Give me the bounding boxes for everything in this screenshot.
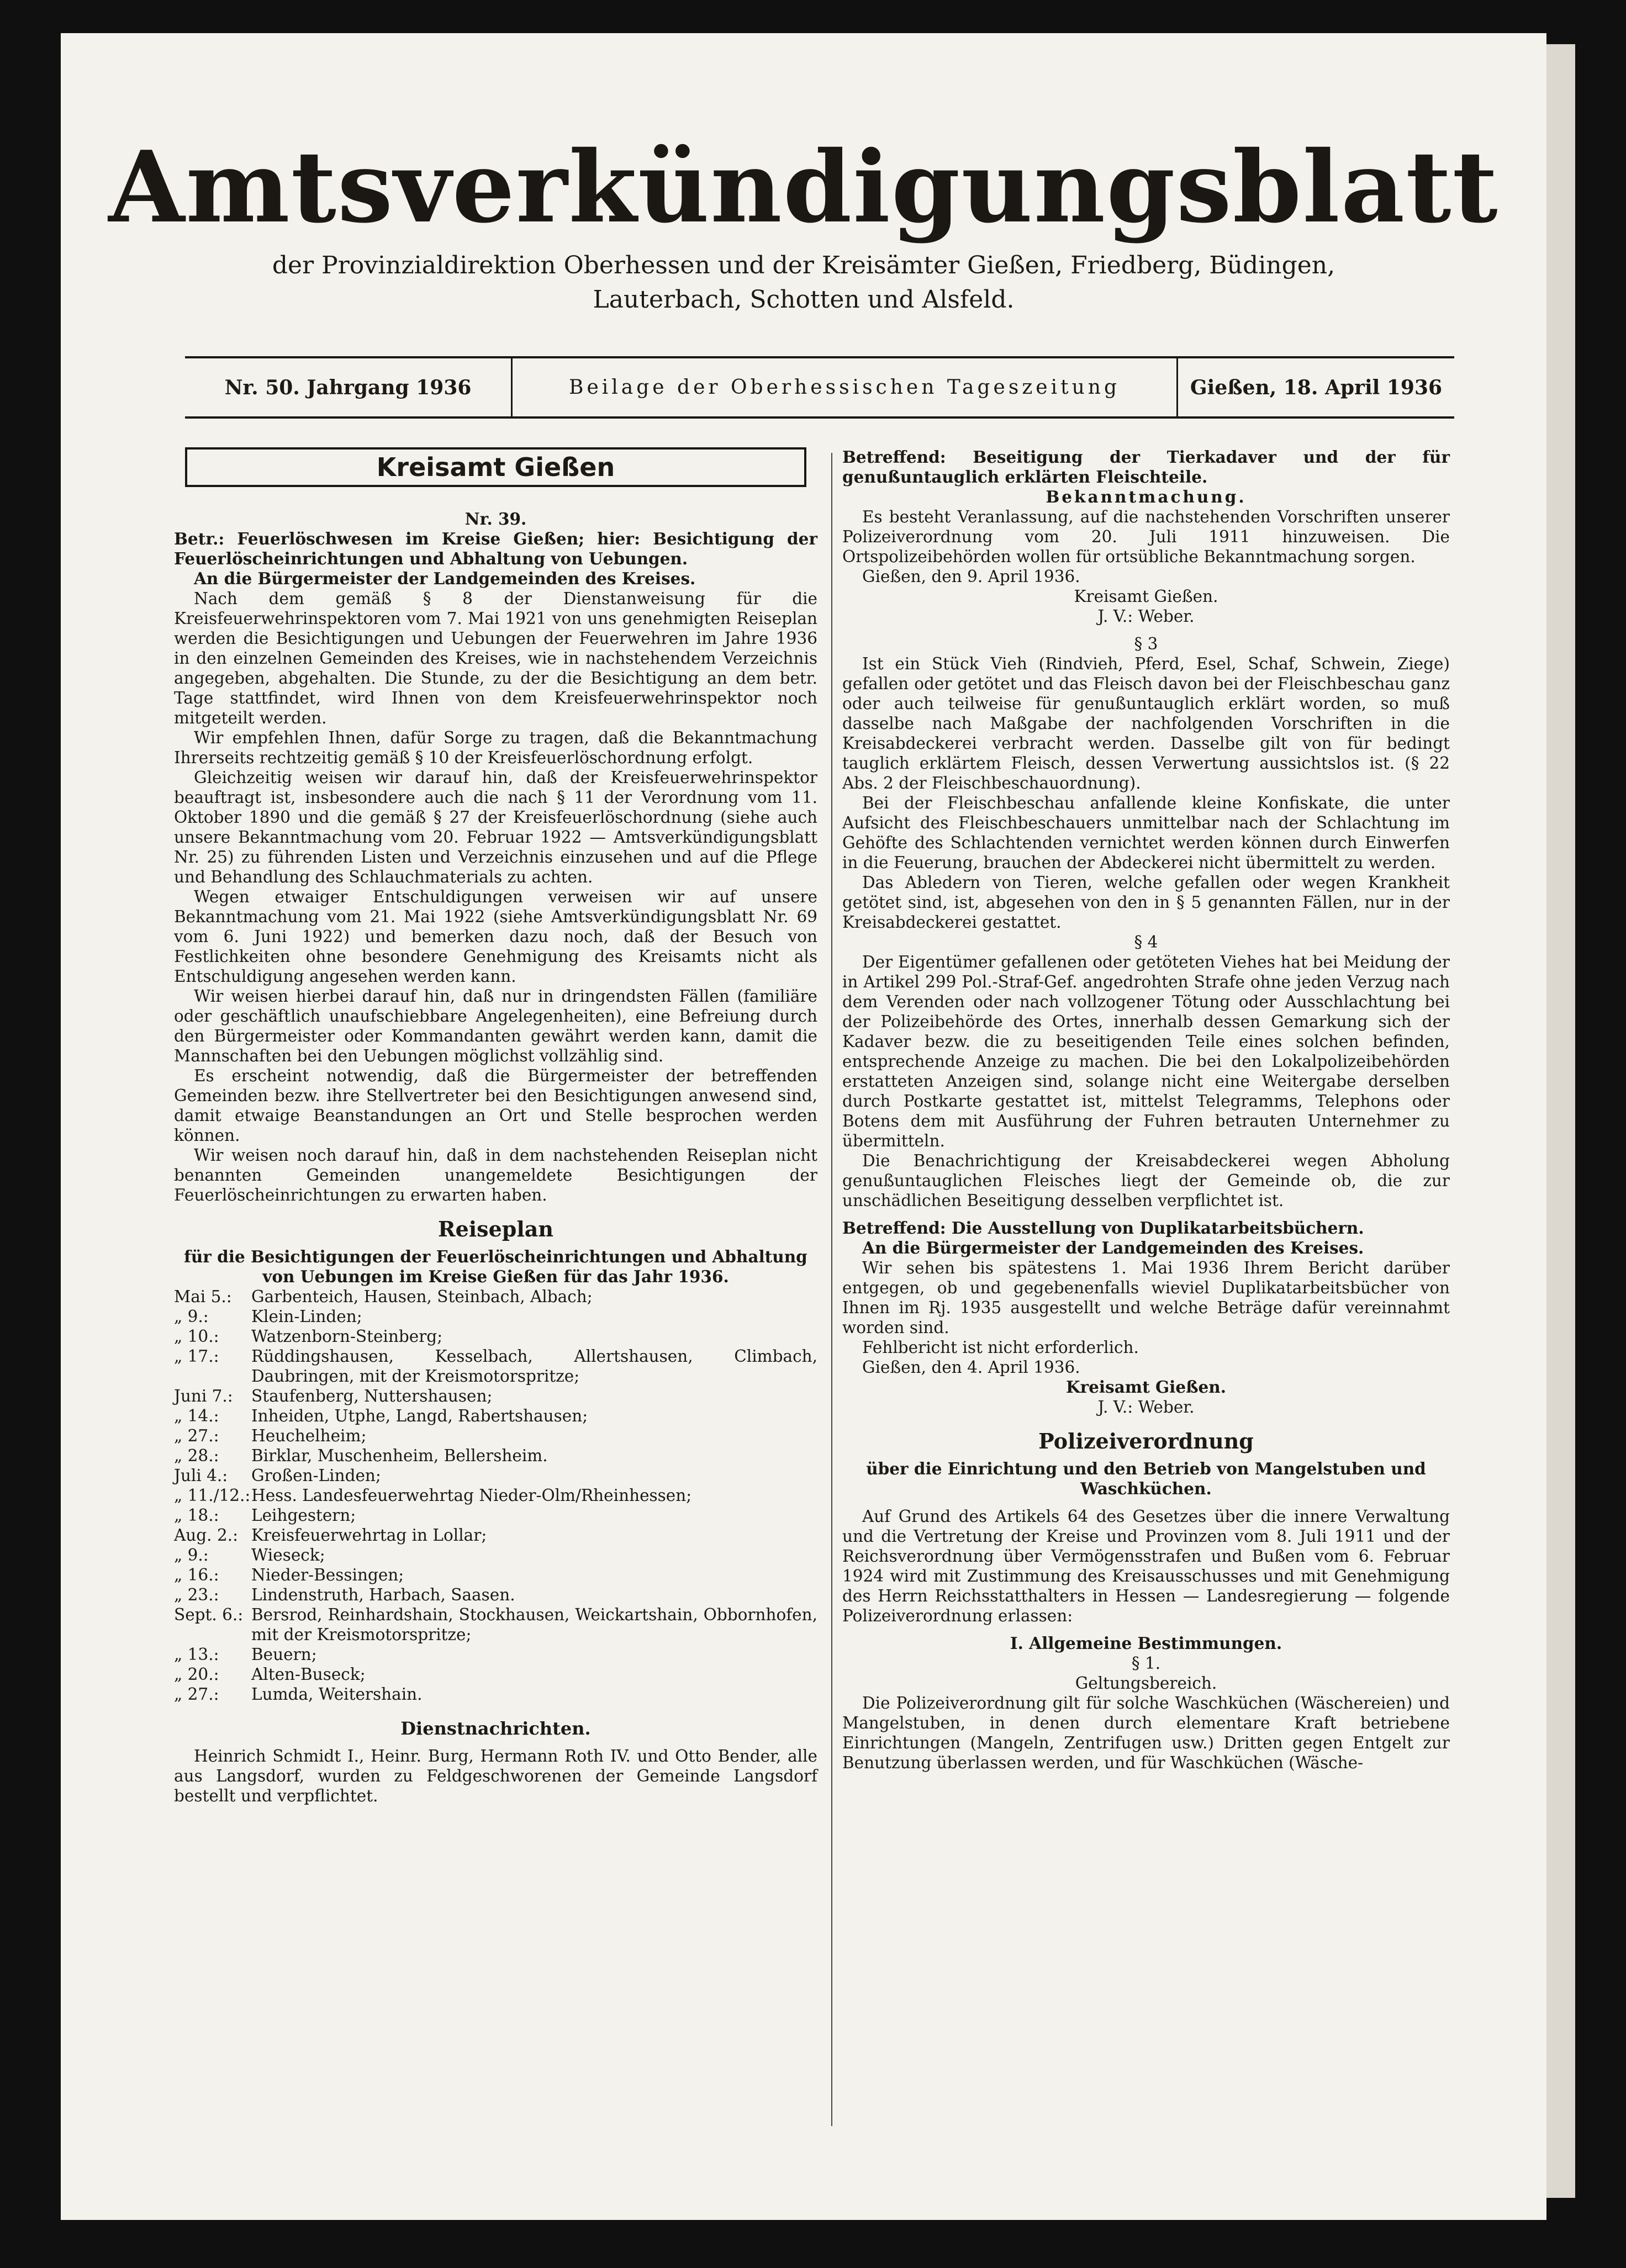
schedule-places: Kreisfeuerwehrtag in Lollar; bbox=[251, 1526, 487, 1545]
schedule-date: Mai 5.: bbox=[174, 1287, 232, 1306]
schedule-date: Aug. 2.: bbox=[174, 1526, 239, 1545]
schedule-date: Juli 4.: bbox=[174, 1466, 228, 1485]
schedule-places: Watzenborn-Steinberg; bbox=[251, 1327, 443, 1346]
paragraph: Auf Grund des Artikels 64 des Gesetzes über die innere Verwaltung und die Vertretung der Kreise und Provinzen vom 8. Juli 1911 und der Reichsverordnung über Vermögensstrafen und Bußen vom 6. Februar 1924 wird mit Zustimmung des Kreisausschusses und mit Genehmigung des Herrn Reichsstatthalters in Hessen — Landesregierung — folgende Polizeiverordnung erlassen: bbox=[842, 1507, 1450, 1625]
paragraph: Die Polizeiverordnung gilt für solche Waschküchen (Wäschereien) und Mangelstuben, in denen durch elementare Kraft betriebene Einrichtungen (Mangeln, Zentrifugen usw.) Dritten gegen Entgelt zur Benutzung überlassen werden, und für Waschküchen (Wäsche- bbox=[842, 1694, 1450, 1772]
schedule-entry bbox=[174, 1386, 817, 1406]
paragraph: Wir sehen bis spätestens 1. Mai 1936 Ihrem Bericht darüber entgegen, ob und gegebenenfalls wieviel Duplikatarbeitsbücher von Ihnen im Rj. 1935 ausgestellt und welche Beträge dafür vereinnahmt worden sind. bbox=[842, 1259, 1450, 1337]
paragraph: Bei der Fleischbeschau anfallende kleine Konfiskate, die unter Aufsicht des Fleischbeschauers unmittelbar nach der Schlachtung im Gehöfte des Schlachtenden vernichtet werden können durch Einwerfen in die Feuerung, brauchen der Abdeckerei nicht übermittelt zu werden. bbox=[842, 794, 1450, 872]
schedule-places: Klein-Linden; bbox=[251, 1307, 362, 1326]
paragraph: Der Eigentümer gefallenen oder getöteten Viehes hat bei Meidung der in Artikel 299 Pol.-Straf-Gef. angedrohten Strafe ohne jeden Verzug nach dem Verenden oder nach vollzogener Tötung oder Ausschlachtung bei der Polizeibehörde des Ortes, innerhalb dessen Gemarkung sich der Kadaver bezw. die zu beseitigenden Teile eines solchen befinden, entsprechende Anzeige zu machen. Die bei den Lokalpolizeibehörden erstatteten Anzeigen sind, solange nicht eine Weitergabe derselben durch Postkarte gestattet ist, mittelst Telegramms, Telephons oder Botens dem mit Ausführung der Fuhren betrauten Unternehmer zu übermitteln. bbox=[842, 953, 1450, 1150]
schedule-date: „ 13.: bbox=[174, 1645, 219, 1664]
schedule-places: Staufenberg, Nuttershausen; bbox=[251, 1387, 493, 1405]
schedule-places: Hess. Landesfeuerwehrtag Nieder-Olm/Rheinhessen; bbox=[251, 1486, 692, 1505]
section-heading: I. Allgemeine Bestimmungen. bbox=[1010, 1633, 1282, 1653]
schedule-places: Leihgestern; bbox=[251, 1506, 356, 1525]
section-box-title: Kreisamt Gießen bbox=[185, 447, 806, 487]
schedule-places: Bersrod, Reinhardshain, Stockhausen, Weickartshain, Obbornhofen, mit der Kreismotorspritze; bbox=[251, 1605, 817, 1644]
schedule-places: Wieseck; bbox=[251, 1546, 325, 1564]
section-mark: § 3 bbox=[1134, 635, 1158, 653]
schedule-places: Nieder-Bessingen; bbox=[251, 1566, 404, 1584]
addressee-line: An die Bürgermeister der Landgemeinden des Kreises. bbox=[862, 1238, 1364, 1257]
paragraph: Gleichzeitig weisen wir darauf hin, daß der Kreisfeuerwehrinspektor beauftragt ist, insbesondere auch die nach § 11 der Verordnung vom 11. Oktober 1890 und die gemäß § 27 der Kreisfeuerlöschordnung (siehe auch unsere Bekanntmachung vom 20. Februar 1922 — Amtsverkündigungsblatt Nr. 25) zu führenden Listen und Verzeichnis einzusehen und auf die Pflege und Behandlung des Schlauchmaterials zu achten. bbox=[174, 768, 817, 886]
signature-name: J. V.: Weber. bbox=[1097, 1398, 1195, 1416]
schedule-places: Lindenstruth, Harbach, Saasen. bbox=[251, 1585, 515, 1604]
schedule-date: „ 17.: bbox=[174, 1347, 219, 1366]
schedule-entry bbox=[174, 1525, 817, 1545]
date-line: Gießen, den 9. April 1936. bbox=[862, 567, 1080, 586]
schedule-entry bbox=[174, 1346, 817, 1386]
schedule-date: „ 28.: bbox=[174, 1446, 219, 1465]
schedule-entry bbox=[174, 1466, 817, 1485]
schedule-places: Lumda, Weitershain. bbox=[251, 1685, 423, 1704]
schedule-date: „ 10.: bbox=[174, 1327, 219, 1346]
schedule-entry bbox=[174, 1545, 817, 1565]
schedule-date: „ 27.: bbox=[174, 1685, 219, 1704]
announcement-number: Nr. 39. bbox=[464, 509, 527, 528]
schedule-date: Sept. 6.: bbox=[174, 1605, 244, 1624]
paragraph: Heinrich Schmidt I., Heinr. Burg, Hermann Roth IV. und Otto Bender, alle aus Langsdorf, wurden zu Feldgeschworenen der Gemeinde Langsdorf bestellt und verpflichtet. bbox=[174, 1747, 817, 1805]
schedule-entry bbox=[174, 1605, 817, 1645]
schedule-date: „ 9.: bbox=[174, 1307, 209, 1326]
schedule-entry bbox=[174, 1645, 817, 1664]
schedule-entry bbox=[174, 1446, 817, 1466]
masthead-title: Amtsverkündigungsblatt bbox=[108, 129, 1499, 245]
issue-date: Gießen, 18. April 1936 bbox=[1176, 358, 1454, 416]
date-line: Gießen, den 4. April 1936. bbox=[862, 1358, 1080, 1377]
schedule-entry bbox=[174, 1684, 817, 1704]
masthead-subtitle-line-2: Lauterbach, Schotten und Alsfeld. bbox=[593, 286, 1015, 314]
schedule-date: „ 14.: bbox=[174, 1407, 219, 1425]
schedule-entry bbox=[174, 1664, 817, 1684]
addressee-line: An die Bürgermeister der Landgemeinden des Kreises. bbox=[194, 569, 696, 588]
paragraph: Wegen etwaiger Entschuldigungen verweisen wir auf unsere Bekanntmachung vom 21. Mai 1922 (siehe Amtsverkündigungsblatt Nr. 69 vom 6. Juni 1922) und bemerken dazu noch, daß der Besuch von Festlichkeiten ohne besondere Genehmigung des Kreisamts nicht als Entschuldigung angesehen werden kann. bbox=[174, 887, 817, 986]
subject-line: Betr.: Feuerlöschwesen im Kreise Gießen; hier: Besichtigung der Feuerlöscheinrichtungen und Abhaltung von Uebungen. bbox=[174, 529, 817, 568]
signature-authority: Kreisamt Gießen. bbox=[1065, 1377, 1227, 1397]
schedule-entry bbox=[174, 1406, 817, 1426]
paragraph: Wir empfehlen Ihnen, dafür Sorge zu tragen, daß die Bekanntmachung Ihrerseits rechtzeitig gemäß § 10 der Kreisfeuerlöschordnung erfolgt. bbox=[174, 728, 817, 767]
left-column bbox=[174, 447, 817, 1806]
newspaper-page bbox=[61, 33, 1546, 2220]
schedule-date: „ 18.: bbox=[174, 1506, 219, 1525]
paragraph: Das Abledern von Tieren, welche gefallen oder wegen Krankheit getötet sind, ist, abgesehen von den in § 5 genannten Fällen, nur in der Kreisabdeckerei gestattet. bbox=[842, 873, 1450, 932]
section-mark: § 4 bbox=[1134, 933, 1158, 951]
schedule-entry bbox=[174, 1326, 817, 1346]
subject-line: Betreffend: Die Ausstellung von Duplikatarbeitsbüchern. bbox=[842, 1218, 1364, 1238]
issue-number: Nr. 50. Jahrgang 1936 bbox=[185, 358, 513, 416]
schedule-date: „ 16.: bbox=[174, 1566, 219, 1584]
paragraph: Ist ein Stück Vieh (Rindvieh, Pferd, Esel, Schaf, Schwein, Ziege) gefallen oder getötet und das Fleisch davon bei der Fleischbeschau ganz oder auch teilweise für genußuntauglich erklärt worden, so muß dasselbe nach Maßgabe der nachfolgenden Vorschriften in die Kreisabdeckerei verbracht werden. Dasselbe gilt von für bedingt tauglich erklärtem Fleisch, dessen Verwertung aussichtslos ist. (§ 22 Abs. 2 der Fleischbeschauordnung). bbox=[842, 654, 1450, 792]
column-divider bbox=[831, 453, 832, 2126]
paragraph: Wir weisen noch darauf hin, daß in dem nachstehenden Reiseplan nicht benannten Gemeinden unangemeldete Besichtigungen der Feuerlöscheinrichtungen zu erwarten haben. bbox=[174, 1146, 817, 1204]
schedule-places: Alten-Buseck; bbox=[251, 1665, 366, 1684]
schedule-entry bbox=[174, 1307, 817, 1326]
schedule-places: Inheiden, Utphe, Langd, Rabertshausen; bbox=[251, 1407, 588, 1425]
signature-authority: Kreisamt Gießen. bbox=[1074, 587, 1218, 606]
schedule-entry bbox=[174, 1287, 817, 1307]
reiseplan-heading: Reiseplan bbox=[437, 1217, 554, 1241]
subject-line: Betreffend: Beseitigung der Tierkadaver und der für genußuntauglich erklärten Fleischteile. bbox=[842, 447, 1450, 487]
issue-header-bar bbox=[185, 356, 1454, 419]
announcement-heading: Bekanntmachung. bbox=[1046, 487, 1247, 506]
paragraph: Es erscheint notwendig, daß die Bürgermeister der betreffenden Gemeinden bezw. ihre Stellvertreter bei den Besichtigungen anwesend sind, damit etwaige Beanstandungen an Ort und Stelle besprochen werden können. bbox=[174, 1066, 817, 1145]
right-column bbox=[842, 447, 1450, 1773]
masthead bbox=[61, 129, 1546, 317]
paragraph: Es besteht Veranlassung, auf die nachstehenden Vorschriften unserer Polizeiverordnung vom 20. Juli 1911 hinzuweisen. Die Ortspolizeibehörden wollen für ortsübliche Bekanntmachung sorgen. bbox=[842, 507, 1450, 566]
schedule-places: Beuern; bbox=[251, 1645, 317, 1664]
paragraph: Die Benachrichtigung der Kreisabdeckerei wegen Abholung genußuntauglichen Fleisches liegt der Gemeinde ob, die zur unschädlichen Beseitigung desselben verpflichtet ist. bbox=[842, 1151, 1450, 1210]
schedule-entry bbox=[174, 1426, 817, 1446]
schedule-entry bbox=[174, 1585, 817, 1605]
schedule-entry bbox=[174, 1485, 817, 1505]
paragraph: Wir weisen hierbei darauf hin, daß nur in dringendsten Fällen (familiäre oder geschäftlich unaufschiebbare Angelegenheiten), eine Befreiung durch den Bürgermeister oder Kommandanten gewährt werden kann, damit die Mannschaften bei den Uebungen möglichst vollzählig sind. bbox=[174, 987, 817, 1065]
schedule-entry bbox=[174, 1505, 817, 1525]
schedule-date: „ 23.: bbox=[174, 1585, 219, 1604]
section-title: Geltungsbereich. bbox=[1075, 1674, 1217, 1693]
dienst-heading: Dienstnachrichten. bbox=[400, 1718, 591, 1739]
supplement-label: Beilage der Oberhessischen Tageszeitung bbox=[569, 376, 1120, 399]
masthead-subtitle-line-1: der Provinzialdirektion Oberhessen und der Kreisämter Gießen, Friedberg, Büdingen, bbox=[272, 251, 1335, 279]
schedule-places: Rüddingshausen, Kesselbach, Allertshausen, Climbach, Daubringen, mit der Kreismotorspritze; bbox=[251, 1347, 817, 1386]
paragraph: Nach dem gemäß § 8 der Dienstanweisung für die Kreisfeuerwehrinspektoren vom 7. Mai 1921 von uns genehmigten Reiseplan werden die Besichtigungen und Uebungen der Feuerwehren im Jahre 1936 in den einzelnen Gemeinden des Kreises, wie in nachstehendem Verzeichnis angegeben, abgehalten. Die Stunde, zu der die Besichtigung an dem betr. Tage stattfindet, wird Ihnen von dem Kreisfeuerwehrinspektor noch mitgeteilt werden. bbox=[174, 589, 817, 727]
paragraph: Fehlbericht ist nicht erforderlich. bbox=[862, 1338, 1139, 1357]
schedule-date: „ 20.: bbox=[174, 1665, 219, 1684]
reiseplan-subheading: für die Besichtigungen der Feuerlöscheinrichtungen und Abhaltung von Uebungen im Kreise Gießen für das Jahr 1936. bbox=[184, 1247, 807, 1286]
schedule-date: Juni 7.: bbox=[174, 1387, 233, 1405]
signature-name: J. V.: Weber. bbox=[1097, 607, 1195, 626]
section-mark: § 1. bbox=[1131, 1654, 1161, 1673]
schedule-date: „ 9.: bbox=[174, 1546, 209, 1564]
schedule-places: Großen-Linden; bbox=[251, 1466, 381, 1485]
schedule-places: Birklar, Muschenheim, Bellersheim. bbox=[251, 1446, 548, 1465]
schedule-list bbox=[174, 1287, 817, 1704]
polizeiverordnung-subheading: über die Einrichtung und den Betrieb von Mangelstuben und Waschküchen. bbox=[866, 1459, 1426, 1498]
schedule-date: „ 27.: bbox=[174, 1426, 219, 1445]
polizeiverordnung-heading: Polizeiverordnung bbox=[1038, 1429, 1254, 1453]
schedule-entry bbox=[174, 1565, 817, 1585]
schedule-date: „ 11./12.: bbox=[174, 1486, 251, 1505]
schedule-places: Heuchelheim; bbox=[251, 1426, 367, 1445]
schedule-places: Garbenteich, Hausen, Steinbach, Albach; bbox=[251, 1287, 593, 1306]
